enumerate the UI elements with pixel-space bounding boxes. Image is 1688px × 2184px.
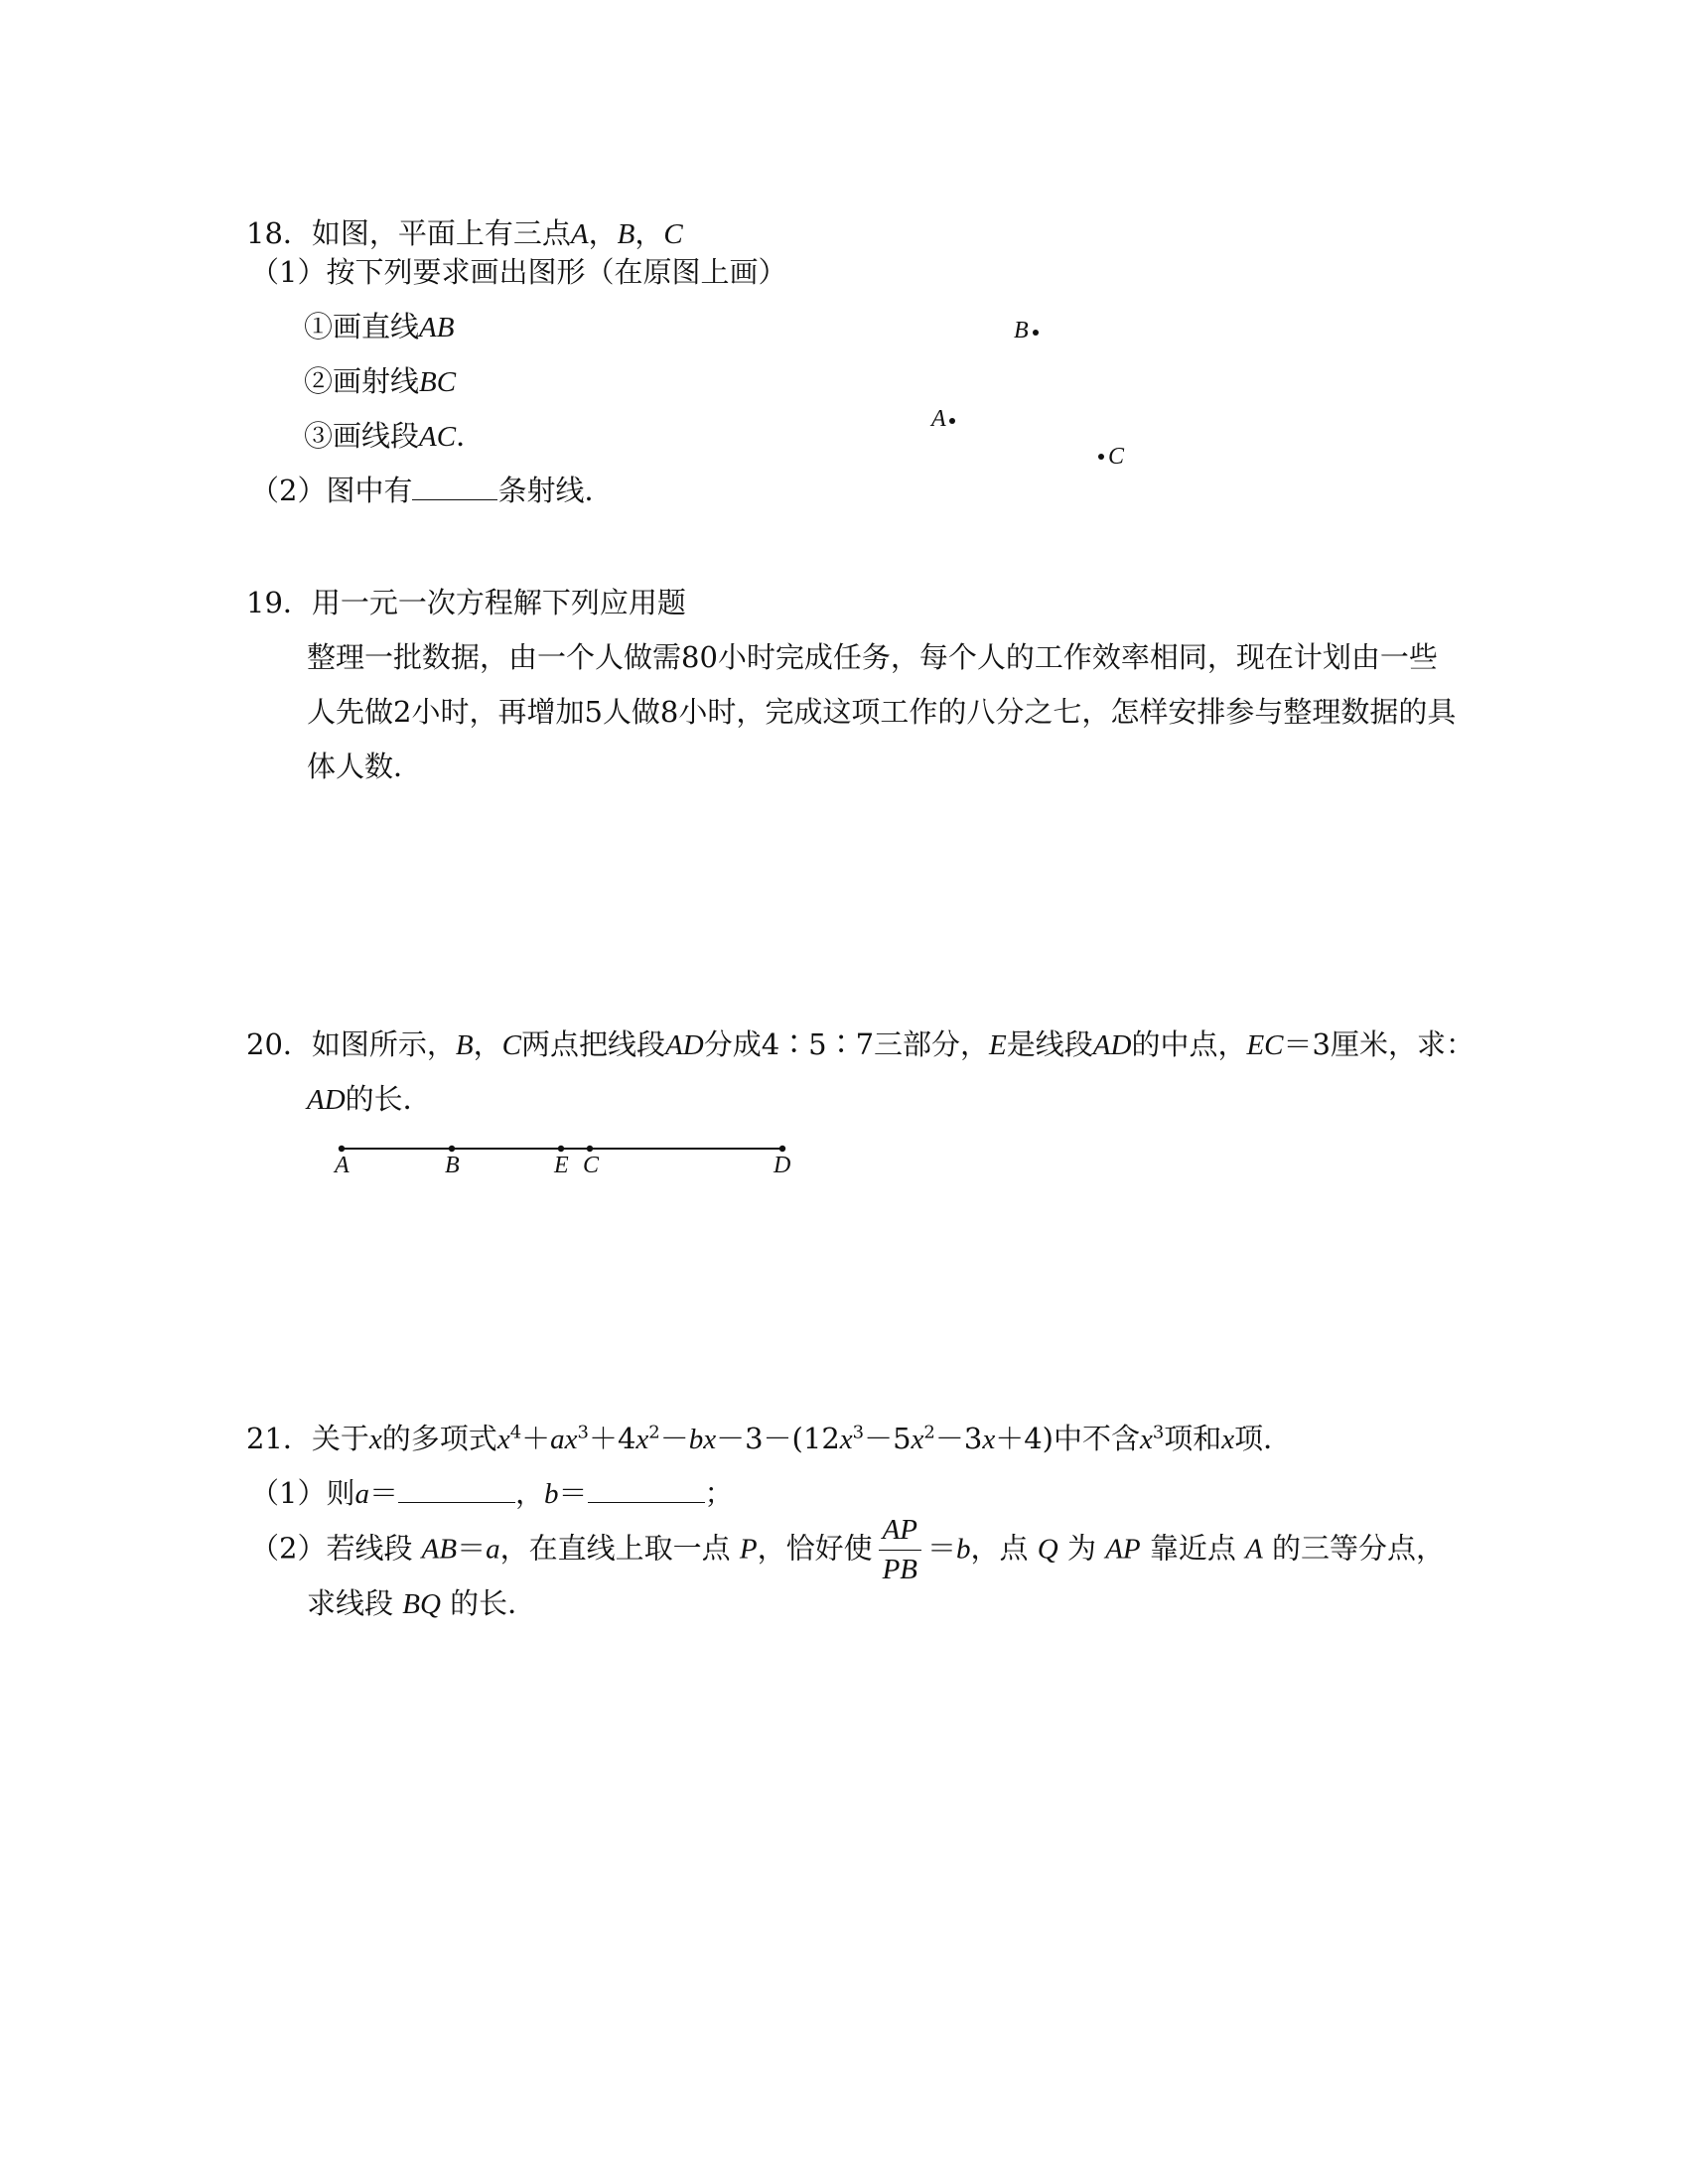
point-c-dot xyxy=(1098,454,1104,460)
poly-op: ＋4) xyxy=(995,1422,1054,1455)
q21-part2 xyxy=(250,1513,1445,1587)
q21-text: （1）则 xyxy=(250,1476,355,1511)
q18-point-a: A xyxy=(570,218,589,250)
q21-line1 xyxy=(246,1422,1292,1457)
q18-stem: 如图，平面上有三点 xyxy=(311,216,571,250)
poly-op: ＋4 xyxy=(588,1422,636,1455)
q21-var-ap: AP xyxy=(1105,1533,1141,1566)
q21-var-bq: BQ xyxy=(402,1588,441,1620)
poly-exp: 2 xyxy=(648,1422,660,1443)
poly-op: －3－(12 xyxy=(716,1422,840,1455)
q18-part2 xyxy=(250,474,613,508)
q20-var-ad: AD xyxy=(307,1084,346,1116)
q20-text: 分成4∶5∶7三部分， xyxy=(703,1027,990,1061)
q21-text: 为 xyxy=(1066,1531,1096,1566)
q19-line3: 体人数． xyxy=(307,750,423,783)
q21-text: ，在直线上取一点 xyxy=(499,1531,731,1566)
q21-var-x: x xyxy=(1139,1424,1153,1455)
q18-sep: ， xyxy=(634,216,664,250)
q18-item3-end: ． xyxy=(456,419,486,453)
q21-text: 靠近点 xyxy=(1149,1531,1236,1566)
q21-text: ，恰好使 xyxy=(757,1531,873,1566)
q18-point-b: B xyxy=(617,218,635,250)
fraction-numerator: AP xyxy=(879,1513,921,1551)
poly-var: x xyxy=(839,1424,853,1455)
fraction-ap-pb xyxy=(879,1513,921,1587)
q18-line1 xyxy=(246,216,683,252)
q21-text: （2）若线段 xyxy=(250,1531,413,1566)
q20-text: ， xyxy=(473,1027,502,1061)
segment-label-c: C xyxy=(583,1153,600,1178)
q20-line1 xyxy=(246,1027,1475,1063)
q18-sep: ， xyxy=(588,216,618,250)
segment-point-b xyxy=(449,1146,455,1152)
q21-text: 中不含 xyxy=(1053,1422,1140,1455)
poly-exp: 2 xyxy=(923,1422,935,1443)
q19-line1: 整理一批数据，由一个人做需80小时完成任务，每个人的工作效率相同，现在计划由一些 xyxy=(307,640,1438,674)
q21-var-a: a xyxy=(486,1533,500,1566)
q21-part1 xyxy=(250,1476,734,1512)
q20-var-e: E xyxy=(989,1029,1007,1061)
poly-var: x xyxy=(635,1424,649,1455)
q21-var-a-point: A xyxy=(1245,1533,1263,1566)
q21-text: 项． xyxy=(1234,1422,1293,1455)
q20-text: 的中点， xyxy=(1131,1027,1247,1061)
q20-var-c: C xyxy=(501,1029,521,1061)
q20-text: 如图所示， xyxy=(311,1027,456,1061)
poly-op: － xyxy=(659,1422,689,1455)
q18-item1-text: ①画直线 xyxy=(304,310,420,343)
q21-text: 项和 xyxy=(1164,1422,1222,1455)
poly-var: x xyxy=(982,1424,996,1455)
poly-var: bx xyxy=(688,1424,717,1455)
poly-op: －5 xyxy=(864,1422,912,1455)
q21-answer-b-blank[interactable] xyxy=(588,1476,705,1503)
poly-exp: 3 xyxy=(852,1422,865,1443)
poly-op: －3 xyxy=(934,1422,983,1455)
q18-part2-post: 条射线． xyxy=(497,474,614,508)
q21-var-q: Q xyxy=(1037,1533,1058,1566)
q21-text: 关于 xyxy=(311,1422,369,1455)
q21-var-b: b xyxy=(543,1478,559,1511)
q21-line3 xyxy=(307,1586,536,1622)
q18-point-c: C xyxy=(663,218,683,250)
q21-polynomial xyxy=(497,1422,1054,1455)
q18-item3-text: ③画线段 xyxy=(304,419,420,453)
q18-item2-var: BC xyxy=(419,366,457,398)
q20-line2 xyxy=(307,1082,432,1118)
poly-op: ＋ xyxy=(521,1422,551,1455)
q21-exp: 3 xyxy=(1152,1422,1165,1443)
q18-item1-var: AB xyxy=(419,312,455,343)
q20-text: 的长． xyxy=(345,1082,432,1116)
q21-text: 的长． xyxy=(450,1586,537,1620)
q19-title: 用一元一次方程解下列应用题 xyxy=(311,586,686,619)
q18-item2-text: ②画射线 xyxy=(304,364,420,398)
q19-number: 19． xyxy=(246,586,312,619)
fig-label-c: C xyxy=(1108,444,1125,470)
q21-number: 21． xyxy=(246,1422,312,1455)
q21-var-x: x xyxy=(1221,1424,1235,1455)
point-b-dot xyxy=(1033,330,1039,336)
q20-text: ＝3厘米，求： xyxy=(1283,1027,1475,1061)
segment-label-a: A xyxy=(335,1153,350,1178)
segment-ad-svg xyxy=(0,1122,1688,1181)
q18-part1: （1）按下列要求画出图形（在原图上画） xyxy=(250,255,787,289)
poly-var: x xyxy=(496,1424,510,1455)
q19-title-line xyxy=(246,586,686,620)
q21-answer-a-blank[interactable] xyxy=(398,1476,515,1503)
q21-text: ＝ xyxy=(558,1476,588,1511)
segment-point-c xyxy=(587,1146,593,1152)
q21-var-a: a xyxy=(354,1478,369,1511)
q18-item3 xyxy=(304,419,485,455)
q20-var-ad: AD xyxy=(665,1029,704,1061)
point-a-dot xyxy=(949,418,955,424)
segment-label-e: E xyxy=(554,1153,569,1178)
q21-var-ab: AB xyxy=(421,1533,458,1566)
segment-point-e xyxy=(558,1146,564,1152)
q21-text: 的多项式 xyxy=(381,1422,497,1455)
poly-exp: 3 xyxy=(577,1422,589,1443)
q21-var-x: x xyxy=(368,1424,382,1455)
q18-item3-var: AC xyxy=(419,421,457,453)
q20-var-b: B xyxy=(455,1029,474,1061)
q21-text: ＝ xyxy=(457,1531,487,1566)
q18-part2-pre: （2）图中有 xyxy=(250,474,413,508)
q20-text: 是线段 xyxy=(1006,1027,1093,1061)
q20-var-ad: AD xyxy=(1092,1029,1132,1061)
q18-item1 xyxy=(304,310,454,345)
q21-text: 求线段 xyxy=(307,1586,394,1620)
q21-text: ； xyxy=(704,1476,734,1511)
segment-point-d xyxy=(779,1146,785,1152)
q21-text: ，点 xyxy=(970,1531,1029,1566)
q21-var-p: P xyxy=(739,1533,758,1566)
q20-number: 20． xyxy=(246,1027,312,1061)
segment-label-d: D xyxy=(774,1153,791,1178)
fig-label-b: B xyxy=(1014,318,1029,343)
q21-var-b: b xyxy=(956,1533,971,1566)
q21-text: ＝ xyxy=(368,1476,398,1511)
q20-text: 两点把线段 xyxy=(521,1027,666,1061)
poly-var: x xyxy=(911,1424,924,1455)
q18-answer-blank[interactable] xyxy=(412,474,497,500)
fig-label-a: A xyxy=(931,406,946,432)
q18-number: 18． xyxy=(246,216,312,250)
q21-text: ＝ xyxy=(927,1531,957,1566)
q19-line2: 人先做2小时，再增加5人做8小时，完成这项工作的八分之七，怎样安排参与整理数据的具 xyxy=(307,695,1457,729)
segment-point-a xyxy=(339,1146,345,1152)
poly-var: ax xyxy=(550,1424,578,1455)
q21-text: 的三等分点， xyxy=(1272,1531,1446,1566)
q18-item2 xyxy=(304,364,456,400)
poly-exp: 4 xyxy=(509,1422,522,1443)
q20-var-ec: EC xyxy=(1246,1029,1284,1061)
segment-label-b: B xyxy=(445,1153,460,1178)
fraction-denominator: PB xyxy=(882,1553,918,1585)
q21-text: ， xyxy=(514,1476,544,1511)
